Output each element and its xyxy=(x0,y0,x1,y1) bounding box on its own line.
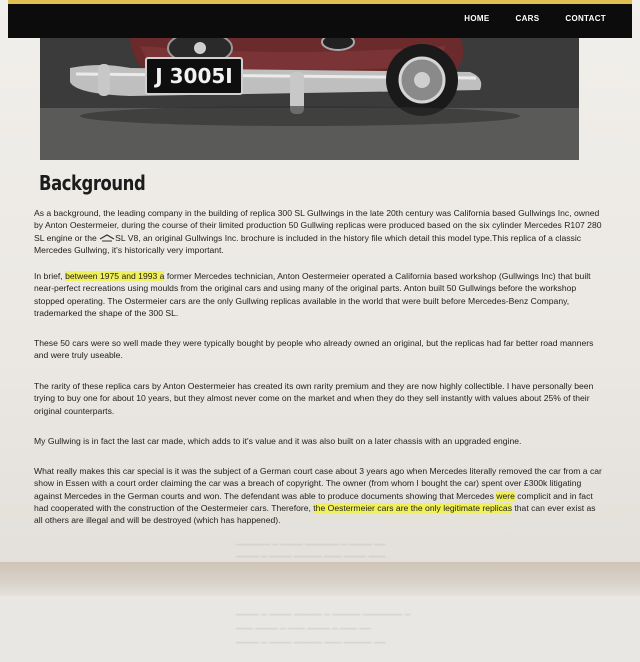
nav-cars-link[interactable]: CARS xyxy=(515,14,540,23)
paragraph-1 xyxy=(34,207,604,256)
nav-contact-link[interactable]: CONTACT xyxy=(565,14,606,23)
paragraph-6 xyxy=(34,465,604,526)
paragraph-6-text-c: that can ever exist as all others are illegal and will be destroyed (which has happened). xyxy=(34,502,596,526)
page-edge-shadow xyxy=(0,562,640,598)
paragraph-2 xyxy=(34,270,604,319)
bleed-through-text: ──── ─ ──── ───── ─── ───── ── xyxy=(236,638,386,647)
paragraph-2-text-b: former Mercedes technician, Anton Oestermeier operated a California based workshop (Gullwings Inc) that built near-perfect recreations using moulds from the original cars and using many of the original parts. Anton built 50 Gullwings before the workshop stopped operating. The Ostermeier cars are the only Gullwing replicas available in the world that were built before Mercedes-Benz Company, trademarked the shape of the 300 SL. xyxy=(34,271,591,318)
bleed-through-text: ─── ──── ─ ─── ──── ─ ─── ── xyxy=(236,624,371,633)
paragraph-3: These 50 cars were so well made they were typically bought by people who already owned an original, but the replicas had far better road manners and were truly useable. xyxy=(34,338,594,361)
bleed-through-text: ──── ─ ──── ───── ─── ──── ─── xyxy=(236,552,386,561)
mercedes-star-logo-icon xyxy=(99,234,115,242)
paragraph-2-text-a: In brief, xyxy=(34,271,66,281)
site-navbar xyxy=(8,0,632,38)
bleed-through-text: ──── ─ ──── ───── ─ ───── ─────── ─ xyxy=(236,610,411,619)
car-photo xyxy=(40,38,579,160)
paragraph-1-text-b: SL V8, an original Gullwings Inc. brochure is included in the history file which detail this model type.This replica of a classic Mercedes Gullwing, it's historically very important. xyxy=(34,232,582,255)
paragraph-6-text-b: complicit and in fact had cooperated with the construction of the Oestermeier cars. Therefore, xyxy=(34,490,593,513)
paragraph-6-highlight-1: were xyxy=(496,490,515,501)
nav-home-link[interactable]: HOME xyxy=(464,14,490,23)
license-plate-text: J 3005I xyxy=(155,64,233,88)
nav-menu xyxy=(464,14,606,23)
paragraph-4: The rarity of these replica cars by Anton Oestermeier has created its own rarity premium and they are now highly collectible. I have personally been trying to buy one for about 10 years, but they almost never come on the market and when they do they sell instantly with values about 25% of their original counterparts. xyxy=(34,381,594,416)
bleed-through-text: ────── ─ ──── ────── ─ ──── ── xyxy=(236,540,386,549)
section-heading: Background xyxy=(39,171,146,195)
paragraph-5: My Gullwing is in fact the last car made, which adds to it's value and it was also built on a later chassis with an upgraded engine. xyxy=(34,436,522,446)
paragraph-6-highlight-2: the Oestermeier cars are the only legitimate replicas xyxy=(313,502,512,513)
hero-car-image xyxy=(40,38,579,160)
paragraph-2-highlight: between 1975 and 1993 a xyxy=(65,271,165,281)
paragraph-1-text-a: As a background, the leading company in the building of replica 300 SL Gullwings in the late 20th century was California based Gullwings Inc, owned by Anton Oestermeier, during the course of their limited production 50 Gullwing replicas were produced based on the six cylinder Mercedes R107 280 SL engine or the xyxy=(34,208,602,243)
paragraph-6-text-a: What really makes this car special is it was the subject of a German court case about 3 years ago when Mercedes literally removed the car from a car show in Essen with a court order claiming the car was a breach of copyright. The owner (from whom I bought the car) spent over £300k litigating against Mercedes in the German courts and won. The defendant was able to produce documents showing that Mercedes xyxy=(34,466,602,501)
